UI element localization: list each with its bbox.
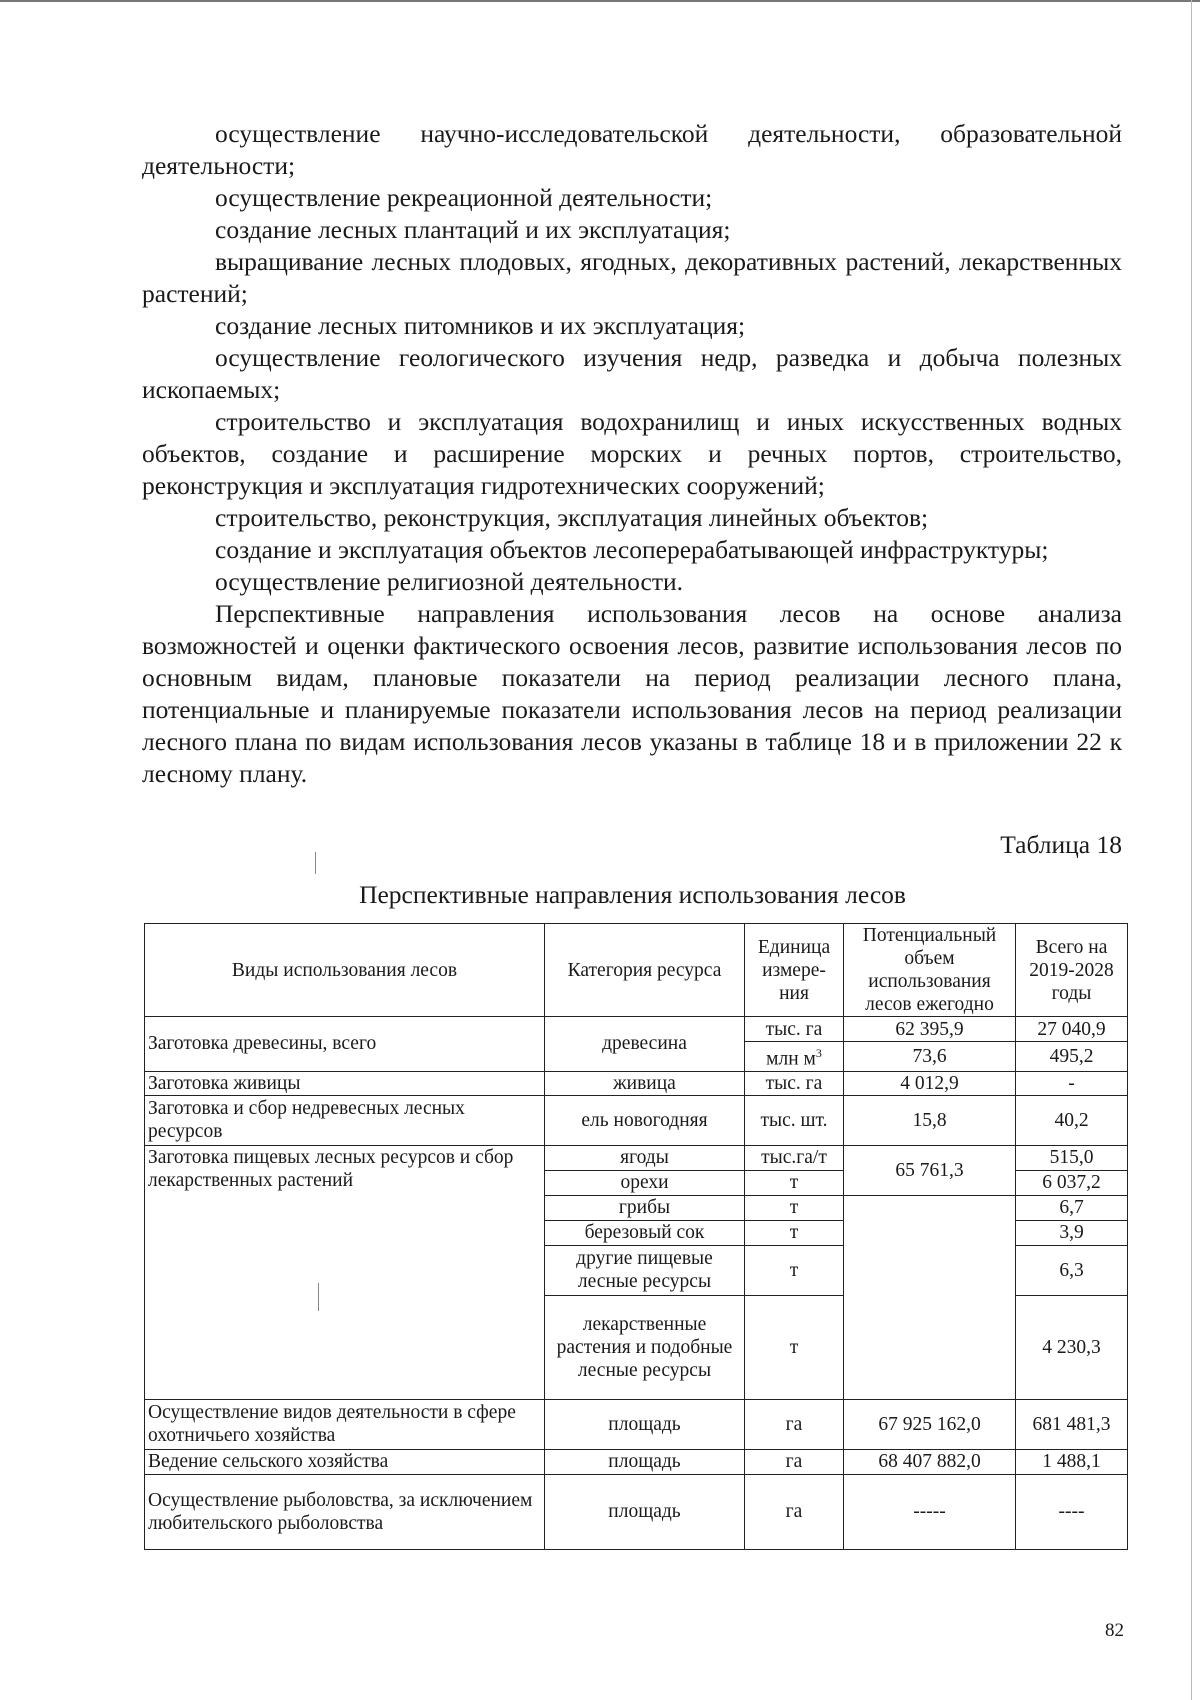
- cell-potential: 68 407 882,0: [844, 1449, 1016, 1474]
- cell-unit: т: [745, 1245, 844, 1295]
- cell-unit: тыс.га/т: [745, 1145, 844, 1170]
- table-row: [145, 1449, 1128, 1474]
- paragraph-reservoirs: строительство и эксплуатация водохранилищ и иных искусственных водных объектов, создание и расширение морских и речных портов, строительство, реконструкция и эксплуатация гидротехнических сооружений;: [142, 407, 1122, 500]
- paragraph-geology: осуществление геологического изучения недр, разведка и добыча полезных ископаемых;: [142, 343, 1122, 404]
- cell-unit: га: [745, 1474, 844, 1549]
- paragraph-research: осуществление научно-исследовательской деятельности, образовательной деятельности;: [142, 119, 1122, 180]
- cell-total: 6 037,2: [1016, 1170, 1128, 1195]
- table-row: [145, 1095, 1128, 1145]
- paragraph-religious: осуществление религиозной деятельности.: [215, 567, 684, 596]
- header-potential-volume: Потенциальный объем использования лесов ежегодно: [844, 924, 1016, 1017]
- cell-category: березовый сок: [545, 1220, 745, 1245]
- cell-unit: [745, 1042, 844, 1072]
- cell-unit: т: [745, 1195, 844, 1220]
- cell-category: лекарственные растения и подобные лесные ресурсы: [545, 1295, 745, 1399]
- cell-total: 6,3: [1016, 1245, 1128, 1295]
- unit-superscript: 3: [815, 1046, 822, 1060]
- cell-category: грибы: [545, 1195, 745, 1220]
- cell-category: орехи: [545, 1170, 745, 1195]
- cell-unit: га: [745, 1399, 844, 1449]
- cell-total: 495,2: [1016, 1042, 1128, 1072]
- scan-artifact: [315, 852, 316, 874]
- cell-category: ягоды: [545, 1145, 745, 1170]
- cell-use-type: Заготовка древесины, всего: [145, 1017, 545, 1072]
- paragraph-linear-objects: строительство, реконструкция, эксплуатация линейных объектов;: [215, 503, 929, 532]
- table-number-label: Таблица 18: [1000, 830, 1122, 859]
- paragraph-plantations: создание лесных плантаций и их эксплуатация;: [215, 215, 731, 244]
- cell-potential: 73,6: [844, 1042, 1016, 1072]
- table-header-row: [145, 924, 1128, 1017]
- cell-total: 27 040,9: [1016, 1017, 1128, 1042]
- table-title: Перспективные направления использования лесов: [359, 880, 906, 909]
- cell-total: 515,0: [1016, 1145, 1128, 1170]
- cell-total: ----: [1016, 1474, 1128, 1549]
- cell-potential: 62 395,9: [844, 1017, 1016, 1042]
- table-row: [145, 1399, 1128, 1449]
- cell-use-type: Заготовка живицы: [145, 1071, 545, 1095]
- page-top-border: [0, 0, 1200, 2]
- paragraph-wood-processing: создание и эксплуатация объектов лесоперерабатывающей инфраструктуры;: [215, 535, 1049, 564]
- cell-category: площадь: [545, 1474, 745, 1549]
- cell-total: 4 230,3: [1016, 1295, 1128, 1399]
- cell-total: -: [1016, 1071, 1128, 1095]
- cell-category: древесина: [545, 1017, 745, 1072]
- cell-category: площадь: [545, 1449, 745, 1474]
- cell-unit: тыс. шт.: [745, 1095, 844, 1145]
- table-row: [145, 1474, 1128, 1549]
- cell-total: 40,2: [1016, 1095, 1128, 1145]
- page-right-border: [1191, 0, 1192, 1700]
- header-resource-category: Категория ресурса: [545, 924, 745, 1017]
- cell-unit: т: [745, 1170, 844, 1195]
- cell-unit: т: [745, 1220, 844, 1245]
- cell-potential: 67 925 162,0: [844, 1399, 1016, 1449]
- cell-total: 3,9: [1016, 1220, 1128, 1245]
- cell-unit: тыс. га: [745, 1017, 844, 1042]
- cell-potential: 4 012,9: [844, 1071, 1016, 1095]
- cell-use-type: Осуществление видов деятельности в сфере охотничьего хозяйства: [145, 1399, 545, 1449]
- cell-potential: -----: [844, 1474, 1016, 1549]
- cell-category: другие пищевые лесные ресурсы: [545, 1245, 745, 1295]
- table-row: [145, 1145, 1128, 1170]
- paragraph-nurseries: создание лесных питомников и их эксплуатация;: [215, 311, 746, 340]
- cell-use-type: Заготовка и сбор недревесных лесных ресурсов: [145, 1095, 545, 1145]
- paragraph-growing-plants: выращивание лесных плодовых, ягодных, декоративных растений, лекарственных растений;: [142, 247, 1122, 308]
- table-row: [145, 1017, 1128, 1042]
- cell-potential-empty: [844, 1195, 1016, 1399]
- header-unit: Единица измере-ния: [745, 924, 844, 1017]
- cell-use-type: Осуществление рыболовства, за исключением любительского рыболовства: [145, 1474, 545, 1549]
- cell-category: площадь: [545, 1399, 745, 1449]
- forest-use-table: [144, 923, 1128, 1550]
- cell-potential: 65 761,3: [844, 1145, 1016, 1195]
- cell-category: ель новогодняя: [545, 1095, 745, 1145]
- body-text: [142, 118, 1122, 790]
- cell-unit: т: [745, 1295, 844, 1399]
- paragraph-recreation: осуществление рекреационной деятельности;: [215, 183, 713, 212]
- table-row: [145, 1071, 1128, 1095]
- cell-unit: тыс. га: [745, 1071, 844, 1095]
- cell-use-type: Заготовка пищевых лесных ресурсов и сбор лекарственных растений: [145, 1145, 545, 1399]
- unit-text: млн м: [766, 1048, 816, 1070]
- cell-total: 6,7: [1016, 1195, 1128, 1220]
- cell-category: живица: [545, 1071, 745, 1095]
- header-total-period: Всего на 2019-2028 годы: [1016, 924, 1128, 1017]
- header-use-types: Виды использования лесов: [145, 924, 545, 1017]
- cell-total: 681 481,3: [1016, 1399, 1128, 1449]
- cell-unit: га: [745, 1449, 844, 1474]
- cell-use-type: Ведение сельского хозяйства: [145, 1449, 545, 1474]
- cell-potential: 15,8: [844, 1095, 1016, 1145]
- cell-total: 1 488,1: [1016, 1449, 1128, 1474]
- paragraph-perspective: Перспективные направления использования лесов на основе анализа возможностей и оценки фактического освоения лесов, развитие использования лесов по основным видам, плановые показатели на период реализации лесного плана, потенциальные и планируемые показатели использования лесов на период реализации лесного плана по видам использования лесов указаны в таблице 18 и в приложении 22 к лесному плану.: [142, 599, 1122, 788]
- page-number: 82: [1105, 1620, 1124, 1641]
